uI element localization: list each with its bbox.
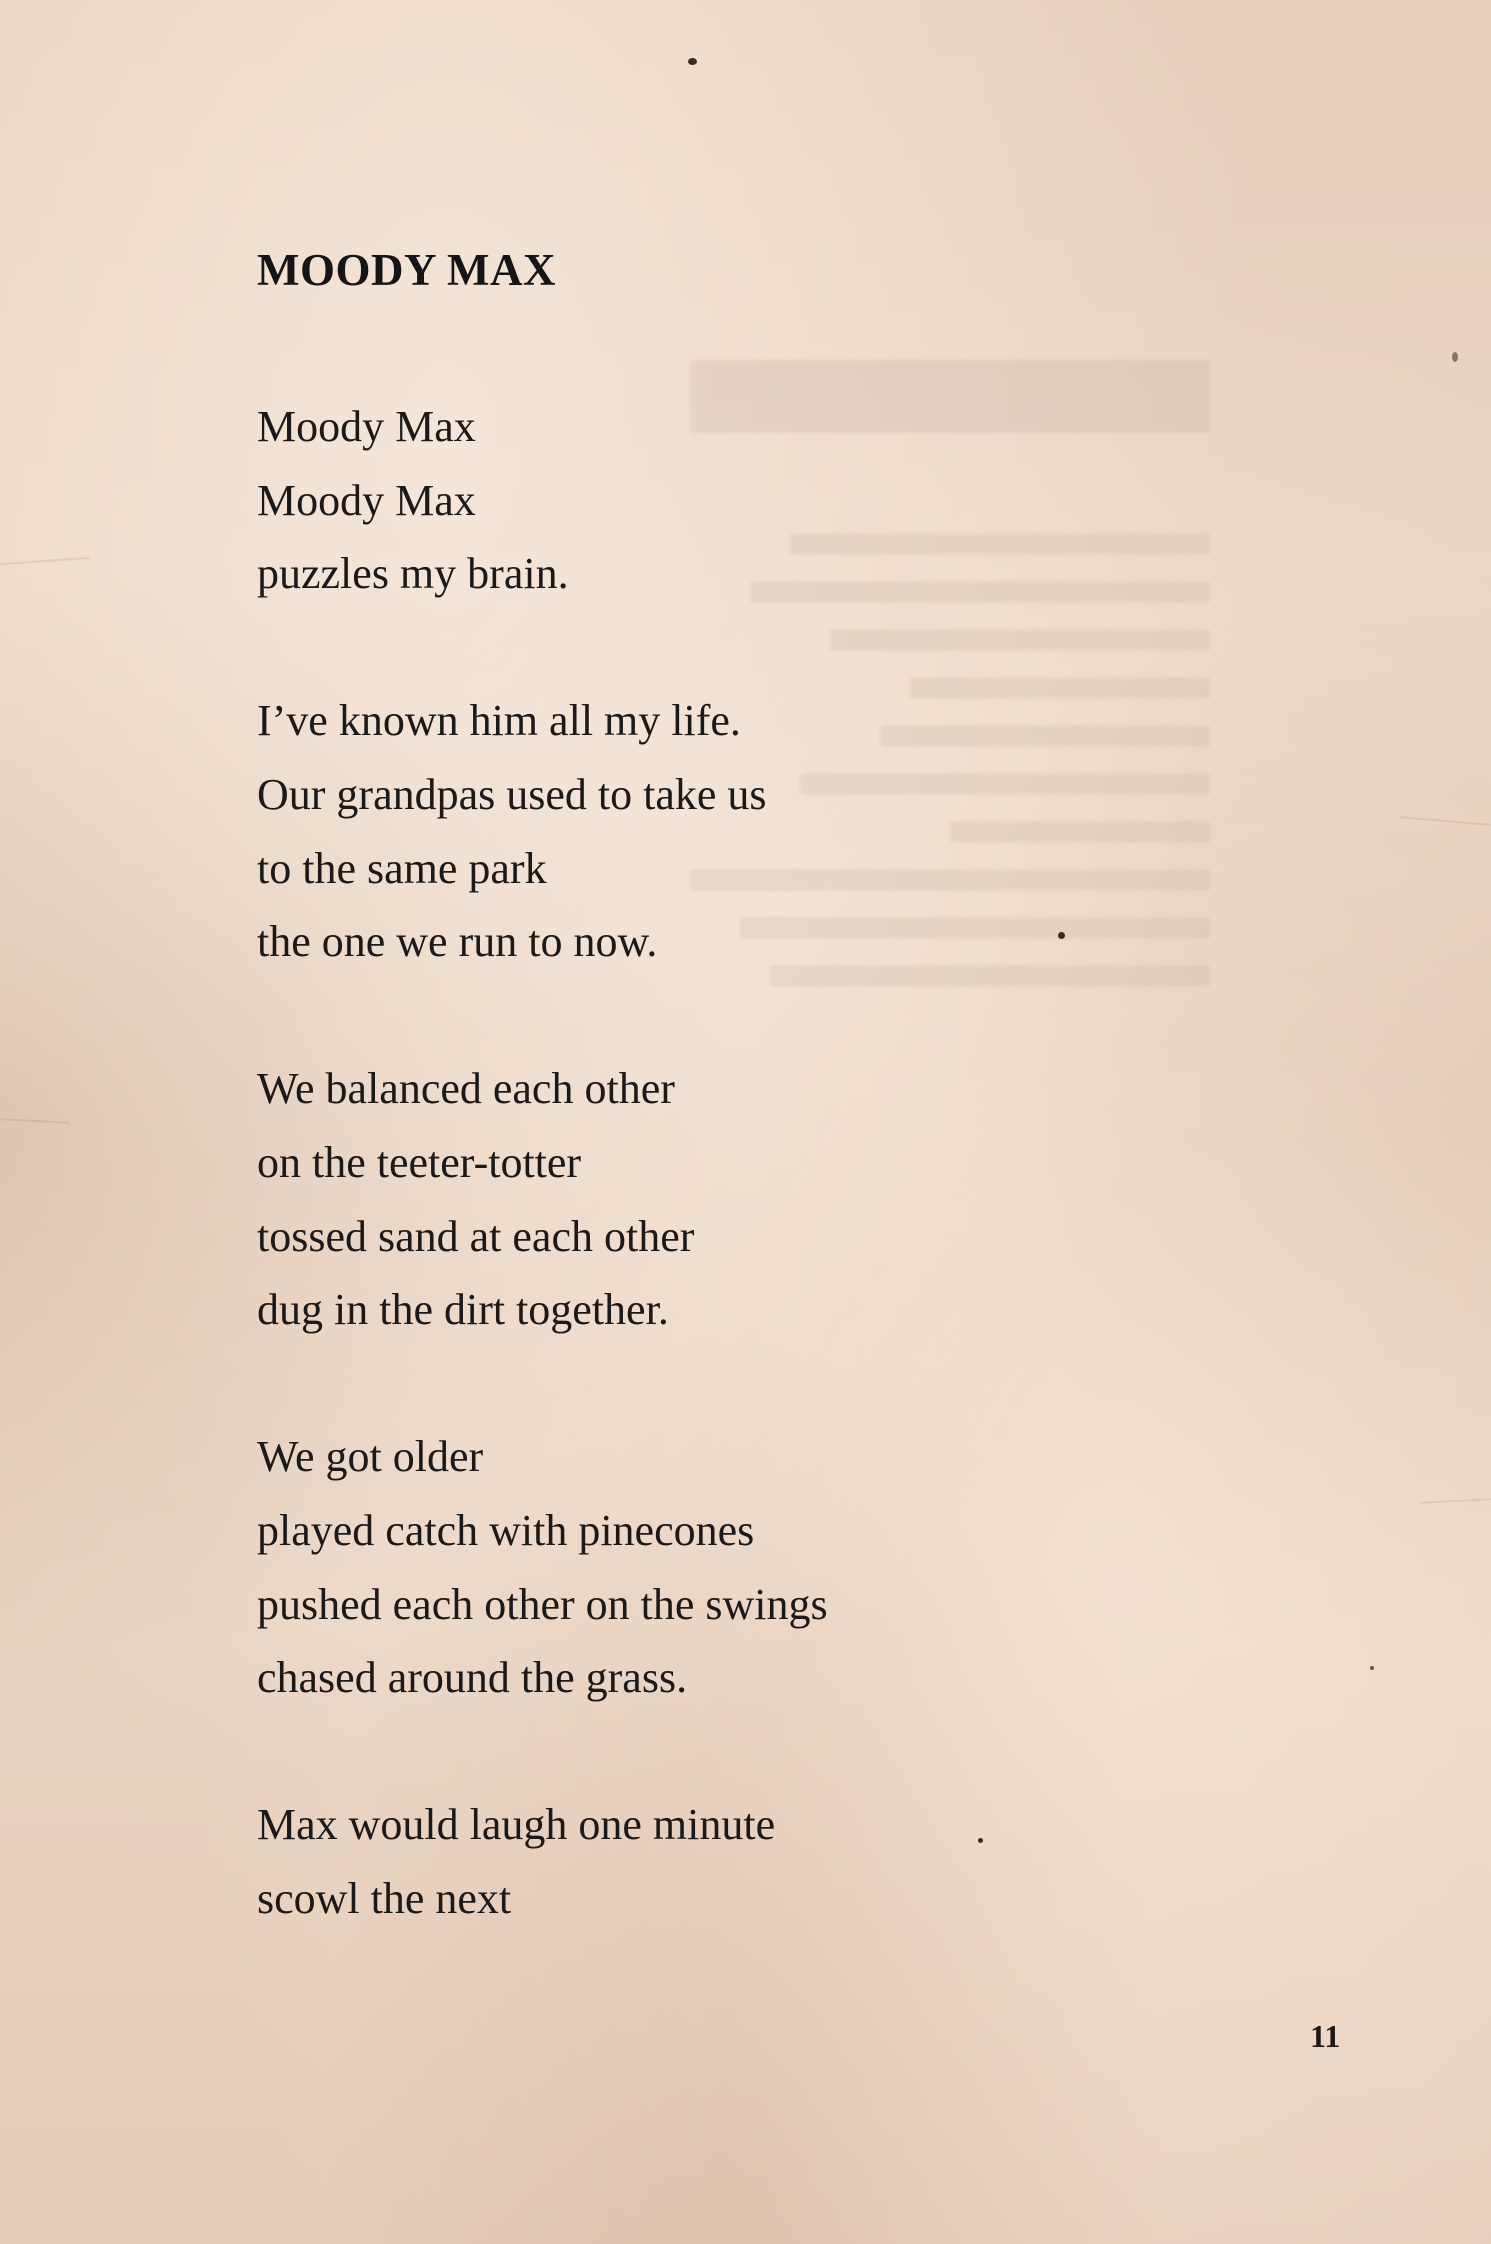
paper-speck — [978, 1838, 983, 1843]
poem-line: Max would laugh one minute — [257, 1800, 776, 1850]
poem-line: Moody Max — [257, 402, 476, 451]
paper-speck — [688, 58, 697, 65]
poem-line: We got older — [257, 1432, 484, 1482]
poem-line: on the teeter-totter — [257, 1137, 582, 1187]
poem-line: the one we run to now. — [257, 917, 658, 967]
stanza — [257, 1788, 828, 1935]
stanza — [257, 1420, 828, 1714]
paper-wrinkle — [0, 1118, 70, 1124]
poem-line: pushed each other on the swings — [257, 1579, 828, 1629]
stanza — [257, 684, 828, 978]
poem-line: scowl the next — [257, 1873, 512, 1923]
paper-speck — [1370, 1666, 1374, 1670]
paper-wrinkle — [1400, 816, 1491, 826]
stanza — [257, 1052, 828, 1346]
poem-line: played catch with pinecones — [257, 1505, 755, 1555]
poem-line: Our grandpas used to take us — [257, 769, 767, 819]
poem-line: Moody Max — [257, 475, 476, 525]
poem-title: MOODY MAX — [257, 245, 557, 295]
paper-speck — [1452, 352, 1458, 362]
poem-line: We balanced each other — [257, 1064, 675, 1114]
poem-line: dug in the dirt together. — [257, 1285, 669, 1335]
poem-body — [257, 390, 828, 2009]
paper-speck — [1058, 932, 1065, 939]
poem-line: to the same park — [257, 843, 547, 893]
page-number: 11 — [1310, 2018, 1341, 2054]
paper-wrinkle — [0, 557, 90, 565]
poem-line: chased around the grass. — [257, 1653, 688, 1703]
stanza — [257, 390, 828, 611]
poem-line: I’ve known him all my life. — [257, 696, 741, 746]
poem-line: puzzles my brain. — [257, 549, 569, 599]
poem-line: tossed sand at each other — [257, 1211, 695, 1261]
paper-wrinkle — [1420, 1498, 1491, 1504]
